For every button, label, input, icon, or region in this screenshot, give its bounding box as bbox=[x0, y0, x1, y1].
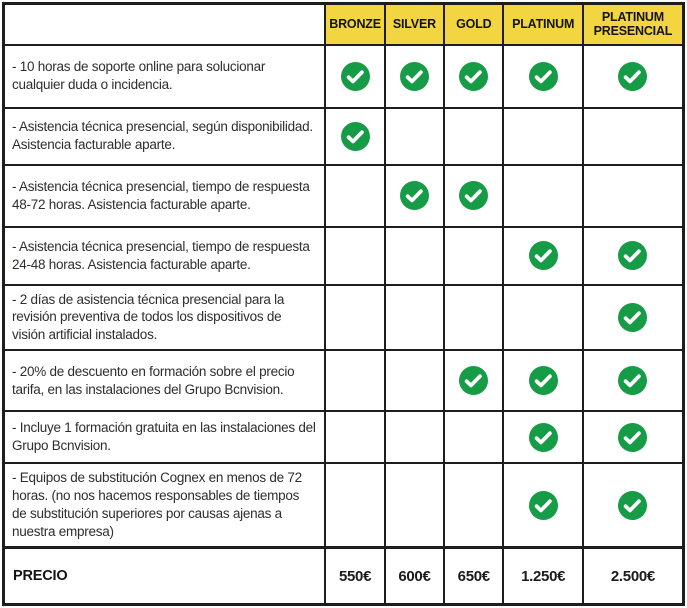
feature-label: - Asistencia técnica presencial, tiempo de respuesta 24-48 horas. Asistencia facturable aparte. bbox=[4, 227, 326, 285]
check-icon bbox=[400, 62, 429, 91]
price-row bbox=[4, 548, 684, 605]
tier-header-bronze: BRONZE bbox=[325, 4, 384, 45]
feature-label: - Asistencia técnica presencial, según disponibilidad. Asistencia facturable aparte. bbox=[4, 108, 326, 165]
check-cell bbox=[583, 411, 684, 463]
price-platinum: 1.250€ bbox=[503, 548, 582, 605]
check-cell bbox=[503, 108, 582, 165]
check-cell bbox=[325, 227, 384, 285]
check-icon bbox=[341, 122, 370, 151]
check-cell bbox=[583, 463, 684, 547]
check-cell bbox=[444, 285, 503, 351]
feature-label: - 10 horas de soporte online para solucionar cualquier duda o incidencia. bbox=[4, 45, 326, 108]
check-cell bbox=[583, 285, 684, 351]
check-cell bbox=[325, 350, 384, 411]
check-cell bbox=[503, 411, 582, 463]
check-cell bbox=[325, 411, 384, 463]
feature-label: - Asistencia técnica presencial, tiempo de respuesta 48-72 horas. Asistencia facturable aparte. bbox=[4, 165, 326, 227]
check-cell bbox=[444, 227, 503, 285]
check-cell bbox=[385, 165, 444, 227]
check-icon bbox=[529, 366, 558, 395]
pricing-comparison-table bbox=[2, 2, 685, 606]
check-cell bbox=[385, 350, 444, 411]
check-cell bbox=[503, 285, 582, 351]
check-icon bbox=[529, 423, 558, 452]
check-cell bbox=[583, 108, 684, 165]
check-cell bbox=[444, 45, 503, 108]
feature-label: - 2 días de asistencia técnica presencial para la revisión preventiva de todos los dispositivos de visión artificial instalados. bbox=[4, 285, 326, 351]
table-row bbox=[4, 463, 684, 547]
check-cell bbox=[385, 285, 444, 351]
table-row bbox=[4, 227, 684, 285]
check-cell bbox=[503, 227, 582, 285]
check-cell bbox=[385, 108, 444, 165]
check-cell bbox=[583, 227, 684, 285]
tier-header-platinum: PLATINUM bbox=[503, 4, 582, 45]
check-cell bbox=[385, 463, 444, 547]
check-cell bbox=[503, 165, 582, 227]
table-row bbox=[4, 108, 684, 165]
table-row bbox=[4, 350, 684, 411]
feature-label: - Incluye 1 formación gratuita en las instalaciones del Grupo Bcnvision. bbox=[4, 411, 326, 463]
check-icon bbox=[459, 181, 488, 210]
check-cell bbox=[444, 350, 503, 411]
price-row-label: PRECIO bbox=[4, 548, 326, 605]
price-bronze: 550€ bbox=[325, 548, 384, 605]
tier-header-silver: SILVER bbox=[385, 4, 444, 45]
check-icon bbox=[618, 491, 647, 520]
check-icon bbox=[618, 241, 647, 270]
price-silver: 600€ bbox=[385, 548, 444, 605]
tier-header-gold: GOLD bbox=[444, 4, 503, 45]
check-cell bbox=[583, 350, 684, 411]
table-row bbox=[4, 411, 684, 463]
price-gold: 650€ bbox=[444, 548, 503, 605]
check-cell bbox=[385, 411, 444, 463]
check-cell bbox=[444, 411, 503, 463]
feature-label: - 20% de descuento en formación sobre el precio tarifa, en las instalaciones del Grupo Bcnvision. bbox=[4, 350, 326, 411]
check-icon bbox=[459, 366, 488, 395]
check-cell bbox=[503, 45, 582, 108]
check-icon bbox=[618, 423, 647, 452]
check-cell bbox=[503, 463, 582, 547]
check-cell bbox=[385, 227, 444, 285]
check-icon bbox=[618, 366, 647, 395]
table-row bbox=[4, 165, 684, 227]
check-icon bbox=[341, 62, 370, 91]
check-icon bbox=[529, 241, 558, 270]
check-cell bbox=[444, 463, 503, 547]
check-cell bbox=[583, 165, 684, 227]
check-cell bbox=[444, 165, 503, 227]
check-cell bbox=[444, 108, 503, 165]
check-icon bbox=[459, 62, 488, 91]
check-cell bbox=[385, 45, 444, 108]
check-cell bbox=[325, 45, 384, 108]
price-platinum-presencial: 2.500€ bbox=[583, 548, 684, 605]
table-row bbox=[4, 285, 684, 351]
check-icon bbox=[400, 181, 429, 210]
check-cell bbox=[325, 285, 384, 351]
check-cell bbox=[325, 165, 384, 227]
check-cell bbox=[325, 108, 384, 165]
check-icon bbox=[618, 62, 647, 91]
header-corner-cell bbox=[4, 4, 326, 45]
tier-header-platinum-presencial: PLATINUM PRESENCIAL bbox=[583, 4, 684, 45]
check-icon bbox=[529, 491, 558, 520]
feature-label: - Equipos de substitución Cognex en menos de 72 horas. (no nos hacemos responsables de tiempos de substitución superiores por causas ajenas a nuestra empresa) bbox=[4, 463, 326, 547]
check-icon bbox=[618, 303, 647, 332]
check-cell bbox=[583, 45, 684, 108]
header-row bbox=[4, 4, 684, 45]
table-row bbox=[4, 45, 684, 108]
check-cell bbox=[325, 463, 384, 547]
check-cell bbox=[503, 350, 582, 411]
check-icon bbox=[529, 62, 558, 91]
